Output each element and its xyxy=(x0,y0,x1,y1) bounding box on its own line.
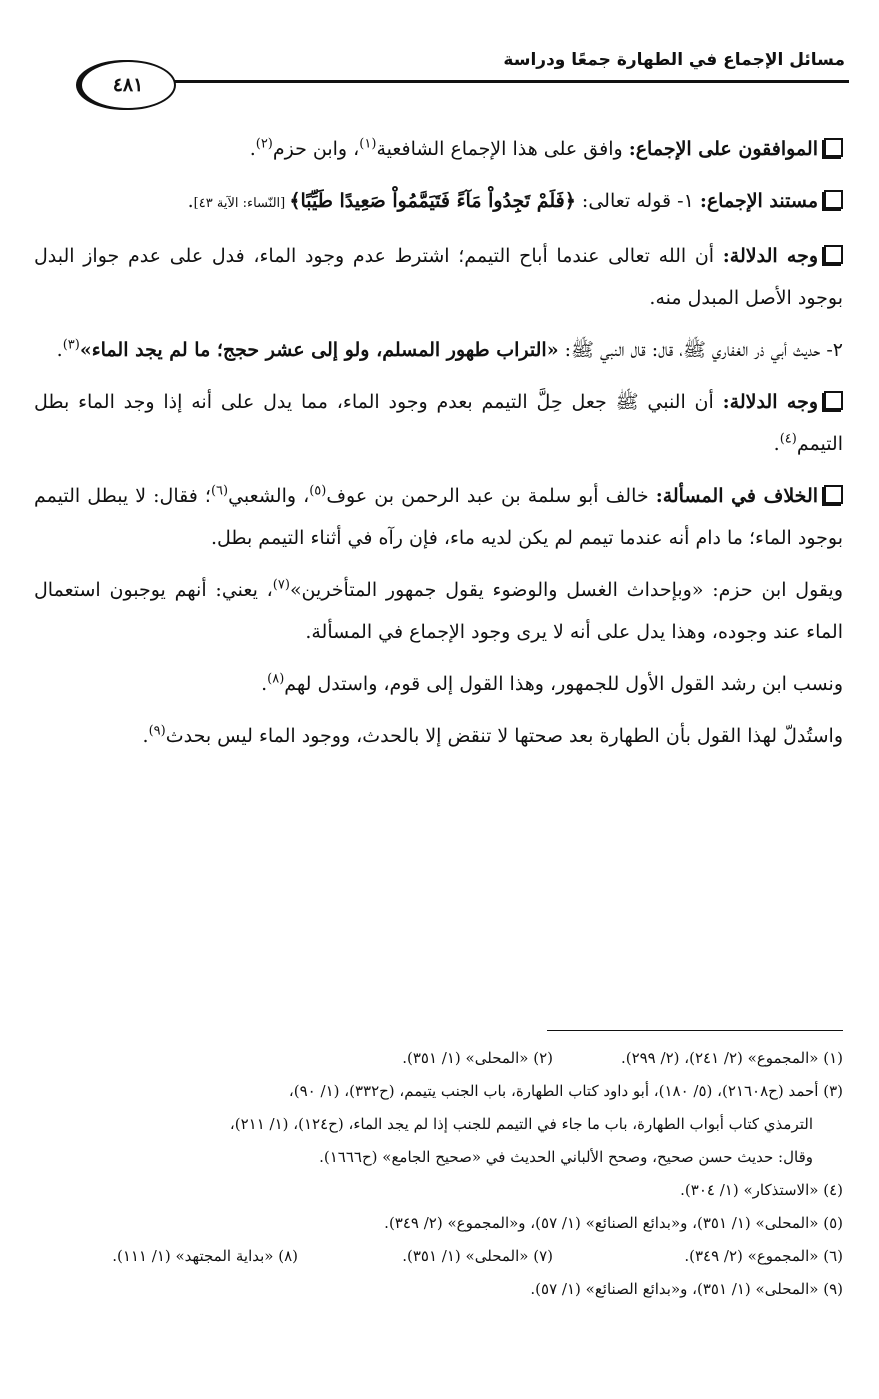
footnote-8: (٨) «بداية المجتهد» (١/ ١١١). xyxy=(112,1247,298,1265)
footnotes xyxy=(34,1042,843,1306)
footnote-ref[interactable]: (٣) xyxy=(62,337,80,353)
square-bullet-icon xyxy=(824,245,843,264)
footnote-3-line-1: (٣) أحمد (ح٢١٦٠٨)، (٥/ ١٨٠)، أبو داود كتاب الطهارة، باب الجنب يتيمم، (ح٣٣٢)، (١/ ٩٠)، xyxy=(288,1082,843,1100)
paragraph-inference-2: وجه الدلالة: أن النبي ﷺ جعل حِلَّ التيمم بعدم وجود الماء، مما يدل على أنه إذا وجد الماء بطل التيمم$^{(٤)}$. xyxy=(34,391,843,455)
footnote-3-line-3: وقال: حديث حسن صحيح، وصحح الألباني الحديث في «صحيح الجامع» (ح١٦٦٦). xyxy=(319,1148,813,1166)
paragraph-ibn-hazm: ويقول ابن حزم: «وبإحداث الغسل والوضوء يقول جمهور المتأخرين»$^{(٧)}$، يعني: أنهم يوجبون استعمال الماء عند وجوده، وهذا يدل على أنه لا يرى وجود الإجماع في المسألة. xyxy=(34,577,843,643)
footnote-ref[interactable]: (١) xyxy=(359,136,377,152)
paragraph-agreeing-scholars: الموافقون على الإجماع: وافق على هذا الإجماع الشافعية$^{(١)}$، وابن حزم$^{(٢)}$. xyxy=(34,128,843,170)
section-label: الخلاف في المسألة: xyxy=(655,485,819,507)
square-bullet-icon xyxy=(824,190,843,209)
paragraph-hadith: ٢- حديث أبي ذر الغفاري ﷺ، قال: قال النبي ﷺ: «التراب طهور المسلم، ولو إلى عشر حجج؛ ما لم يجد الماء»$^{(٣)}$. xyxy=(56,337,843,361)
header-rule xyxy=(170,80,849,83)
section-label: وجه الدلالة: xyxy=(722,391,818,413)
footnote-ref[interactable]: (٧) xyxy=(272,577,290,593)
footnote-row xyxy=(34,1240,843,1273)
footnote-ref[interactable]: (٩) xyxy=(148,723,166,739)
section-label: مستند الإجماع: xyxy=(699,190,818,212)
footnote-ref[interactable]: (٦) xyxy=(210,483,229,499)
footnote-9: (٩) «المحلى» (١/ ٣٥١)، و«بدائع الصنائع» (١/ ٥٧). xyxy=(530,1280,843,1298)
verse-citation: [النّساء: الآية ٤٣] xyxy=(193,196,290,211)
page-number-badge xyxy=(80,60,176,110)
section-label: الموافقون على الإجماع: xyxy=(628,138,818,160)
paragraph-ibn-rushd: ونسب ابن رشد القول الأول للجمهور، وهذا القول إلى قوم، واستدل لهم$^{(٨)}$. xyxy=(261,671,843,695)
footnote-1: (١) «المجموع» (٢/ ٢٤١)، (٢/ ٢٩٩). xyxy=(620,1049,843,1067)
paragraph-inference-1: وجه الدلالة: أن الله تعالى عندما أباح التيمم؛ اشترط عدم وجود الماء، فدل على عدم جواز البدل بوجود الأصل المبدل منه. xyxy=(34,245,843,309)
footnote-ref[interactable]: (٢) xyxy=(255,136,273,152)
square-bullet-icon xyxy=(824,485,843,504)
footnote-4: (٤) «الاستذكار» (١/ ٣٠٤). xyxy=(680,1181,843,1199)
section-label: وجه الدلالة: xyxy=(722,245,818,267)
footnote-2: (٢) «المحلى» (١/ ٣٥١). xyxy=(402,1049,553,1067)
footnote-row xyxy=(34,1042,843,1075)
footnote-ref[interactable]: (٥) xyxy=(309,483,327,499)
footnote-ref[interactable]: (٨) xyxy=(267,671,285,687)
running-header-title: مسائل الإجماع في الطهارة جمعًا ودراسة xyxy=(503,50,845,70)
footnote-ref[interactable]: (٤) xyxy=(779,431,797,447)
paragraph-argument: واستُدلّ لهذا القول بأن الطهارة بعد صحتها لا تنقض إلا بالحدث، ووجود الماء ليس بحدث$^{(٩)}$. xyxy=(142,723,843,747)
quran-verse: ﴿فَلَمْ تَجِدُواْ مَآءً فَتَيَمَّمُواْ صَعِيدًا طَيِّبًا﴾ xyxy=(289,190,576,212)
square-bullet-icon xyxy=(824,138,843,157)
square-bullet-icon xyxy=(824,391,843,410)
paragraph-disagreement: الخلاف في المسألة: خالف أبو سلمة بن عبد الرحمن بن عوف$^{(٥)}$، والشعبي$^{(٦)}$؛ فقال: لا يبطل التيمم بوجود الماء؛ ما دام أنه عندما تيمم لم يكن لديه ماء، فإن رآه في أثناء التيمم بطل. xyxy=(34,483,843,549)
main-text xyxy=(34,128,843,767)
hadith-quote: «التراب طهور المسلم، ولو إلى عشر حجج؛ ما لم يجد الماء» xyxy=(79,339,559,361)
footnote-7: (٧) «المحلى» (١/ ٣٥١). xyxy=(402,1247,553,1265)
paragraph-evidence: مستند الإجماع: ١- قوله تعالى: ﴿فَلَمْ تَجِدُواْ مَآءً فَتَيَمَّمُواْ صَعِيدًا طَيِّبًا﴾ [النّساء: الآية ٤٣]. xyxy=(34,180,843,225)
footnote-5: (٥) «المحلى» (١/ ٣٥١)، و«بدائع الصنائع» (١/ ٥٧)، و«المجموع» (٢/ ٣٤٩). xyxy=(384,1214,843,1232)
footnote-separator xyxy=(547,1030,843,1031)
footnote-3-line-2: الترمذي كتاب أبواب الطهارة، باب ما جاء في التيمم للجنب إذا لم يجد الماء، (ح١٢٤)، (١/ ٢١١)، xyxy=(229,1115,813,1133)
page-number: ٤٨١ xyxy=(112,74,144,96)
footnote-6: (٦) «المجموع» (٢/ ٣٤٩). xyxy=(684,1247,843,1265)
